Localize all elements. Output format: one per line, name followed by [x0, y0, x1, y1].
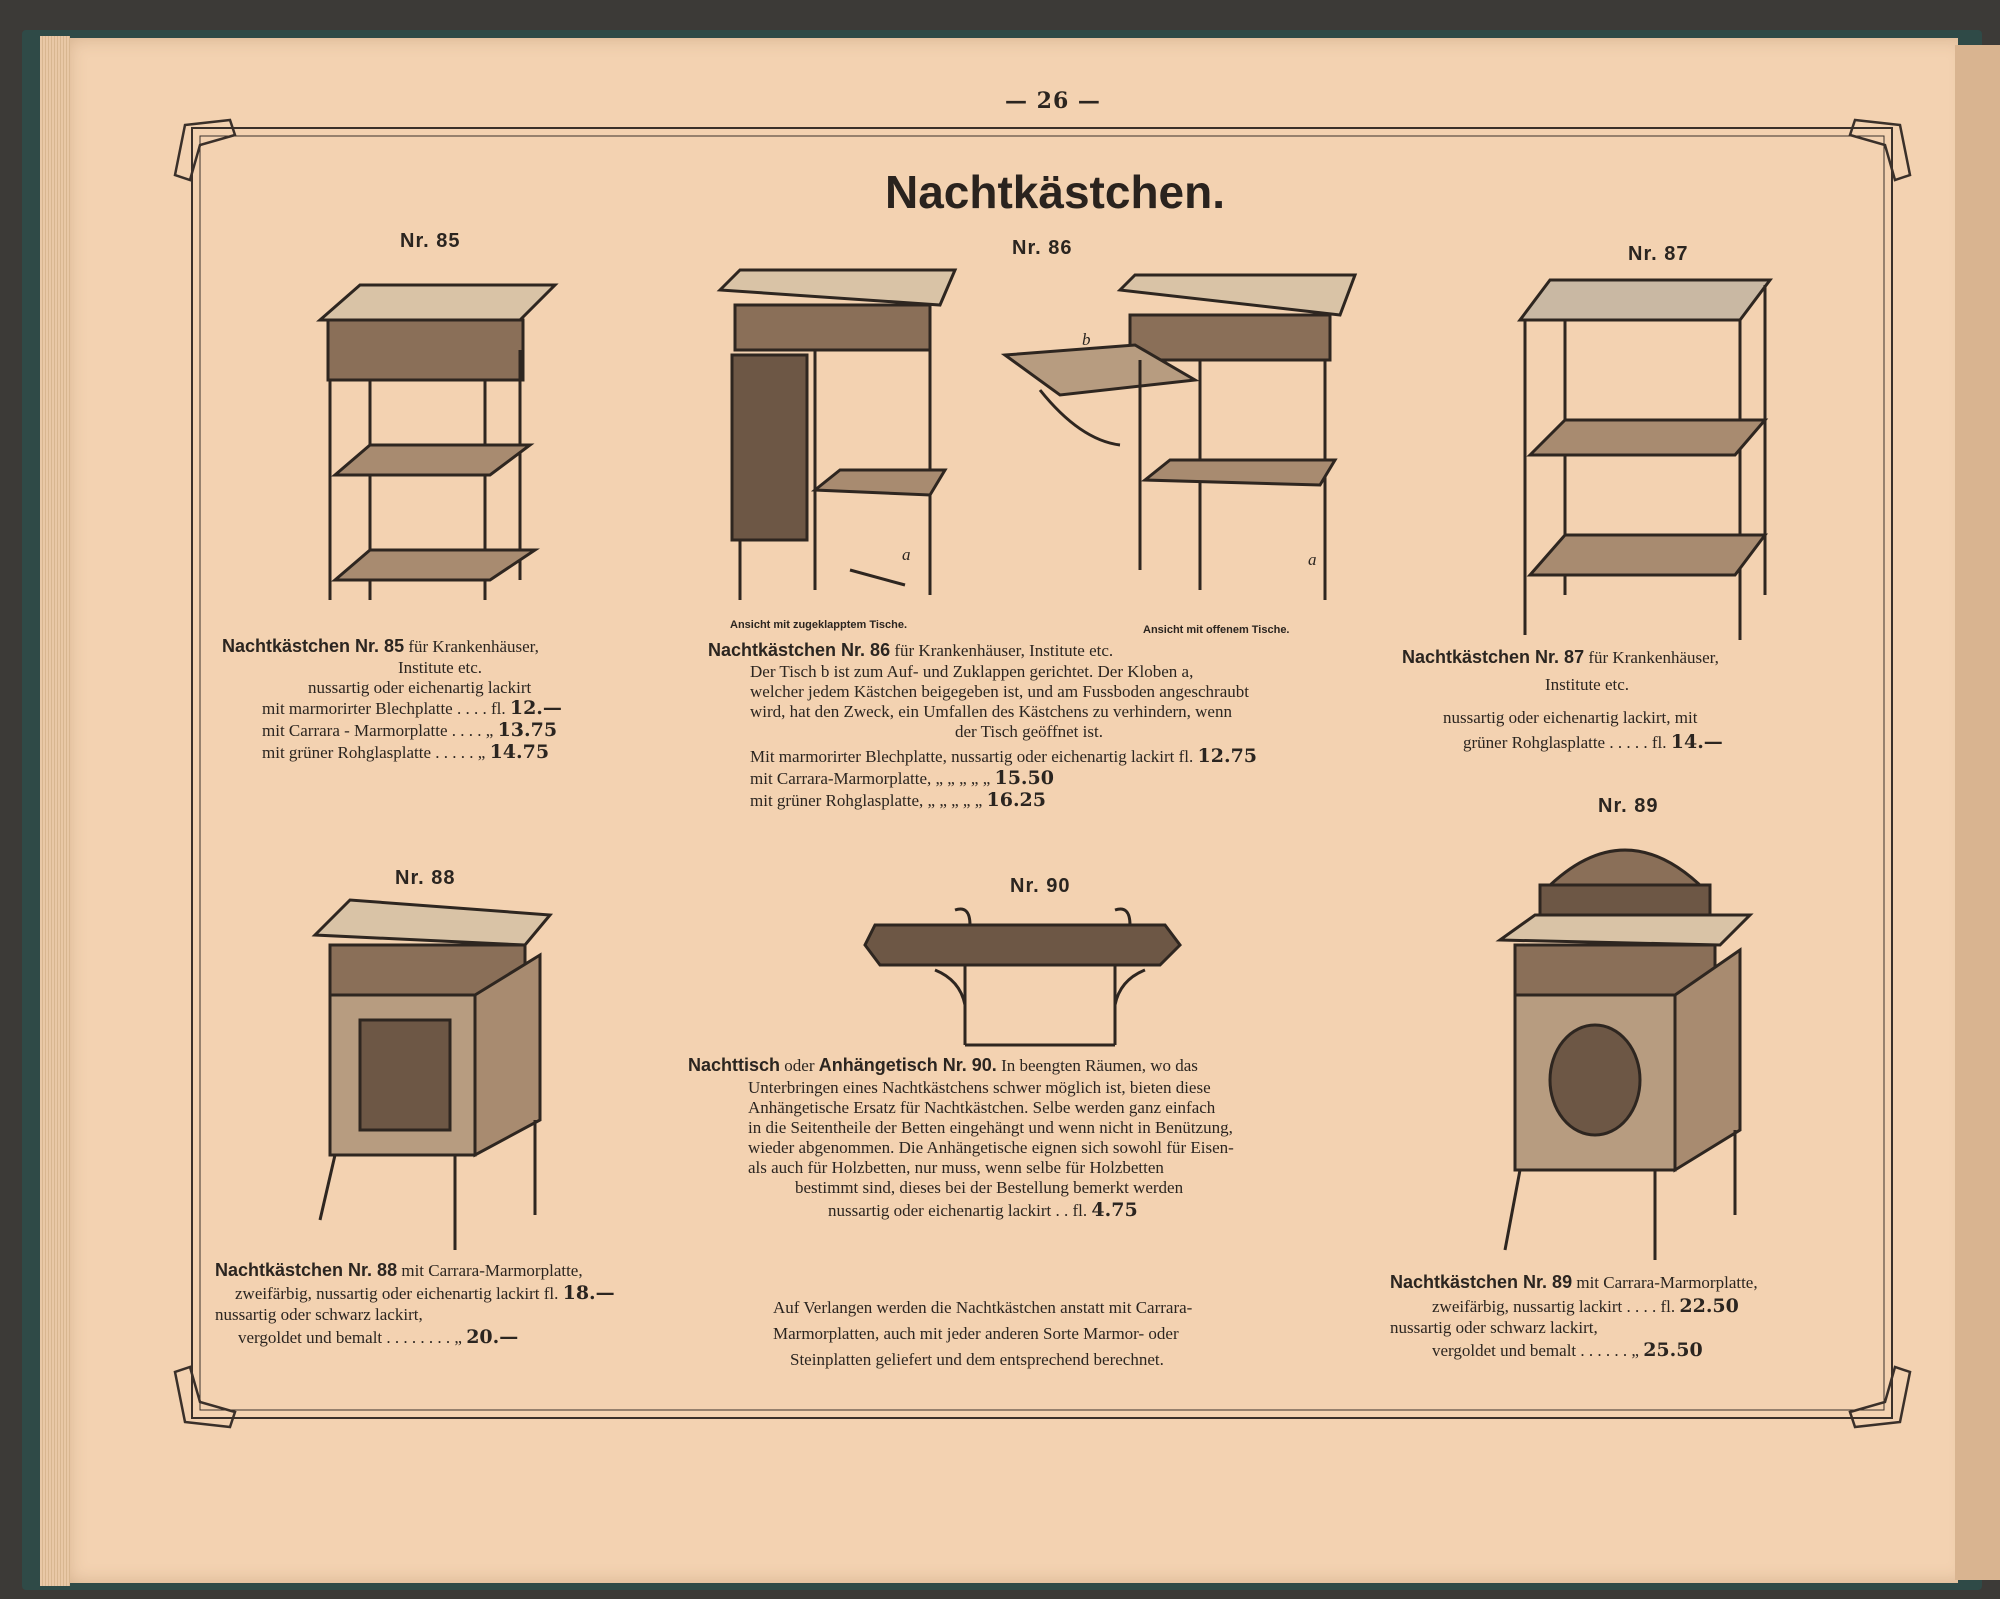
nightstand-86-open-illustration [1000, 270, 1390, 610]
page-number: — 26 — [1005, 88, 1101, 114]
item-label-nr88: Nr. 88 [395, 867, 456, 889]
price-value: 4.75 [1091, 1199, 1138, 1221]
price-value: 22.50 [1679, 1295, 1739, 1317]
price-value: 14.— [1670, 731, 1723, 753]
price-row-nr86: Mit marmorirter Blechplatte, nussartig oder eichenartig lackirt fl. 12.75 [750, 745, 1258, 767]
desc-tail-nr90: In beengten Räumen, wo das [1001, 1056, 1198, 1075]
price-row-nr90: nussartig oder eichenartig lackirt . . fl. 4.75 [828, 1199, 1138, 1221]
desc-tail-nr88: mit Carrara-Marmorplatte, [401, 1261, 583, 1280]
desc-tail-nr86: für Krankenhäuser, Institute etc. [894, 641, 1114, 660]
desc-line-nr90: bestimmt sind, dieses bei der Bestellung bemerkt werden [795, 1178, 1184, 1197]
desc-head-nr85: Nachtkästchen Nr. 85 [222, 636, 405, 656]
price-value: 18.— [562, 1282, 615, 1304]
desc-line-nr90: in die Seitentheile der Betten eingehängt und wenn nicht in Benützung, [748, 1118, 1233, 1137]
desc-tail-nr85: für Krankenhäuser, [408, 637, 539, 656]
desc-line-nr90: wieder abgenommen. Die Anhängetische eignen sich sowohl für Eisen- [748, 1138, 1234, 1157]
desc-line-nr90: Unterbringen eines Nachtkästchens schwer möglich ist, bieten diese [748, 1078, 1211, 1097]
caption-closed: Ansicht mit zugeklapptem Tische. [730, 619, 908, 631]
footer-note-line: Auf Verlangen werden die Nachtkästchen anstatt mit Carrara- [773, 1298, 1193, 1317]
price-row-nr85: mit grüner Rohglasplatte . . . . . „ 14.75 [262, 741, 550, 763]
nightstand-89-illustration [1495, 830, 1760, 1270]
price-row-nr86: mit Carrara-Marmorplatte, „ „ „ „ „ 15.50 [750, 767, 1054, 789]
price-row-nr88: nussartig oder schwarz lackirt, [215, 1305, 423, 1324]
nightstand-86-closed-illustration [710, 260, 960, 610]
letter-a-label: a [1308, 550, 1317, 569]
desc-line-nr86: der Tisch geöffnet ist. [955, 722, 1103, 741]
price-value: 16.25 [986, 789, 1046, 811]
desc-tail-nr89: mit Carrara-Marmorplatte, [1576, 1273, 1758, 1292]
price-value: 13.75 [497, 719, 558, 741]
desc-line2-nr87: Institute etc. [1545, 675, 1630, 694]
desc-line-nr86: Der Tisch b ist zum Auf- und Zuklappen gerichtet. Der Kloben a, [750, 662, 1194, 681]
price-row-nr89: nussartig oder schwarz lackirt, [1390, 1318, 1598, 1337]
hanging-table-90-illustration [860, 905, 1190, 1050]
price-value: 12.— [509, 697, 562, 719]
desc-line-nr86: wird, hat den Zweck, ein Umfallen des Kästchens zu verhindern, wenn [750, 702, 1232, 721]
desc-line2-nr85: Institute etc. [398, 658, 483, 677]
footer-note-line: Steinplatten geliefert und dem entsprechend berechnet. [790, 1350, 1164, 1369]
item-label-nr89: Nr. 89 [1598, 795, 1659, 817]
desc-line-nr86: welcher jedem Kästchen beigegeben ist, und am Fussboden angeschraubt [750, 682, 1249, 701]
price-value: 12.75 [1197, 745, 1258, 767]
desc-head-nr87: Nachtkästchen Nr. 87 [1402, 647, 1585, 667]
item-label-nr86: Nr. 86 [1012, 237, 1073, 259]
price-row-nr88: vergoldet und bemalt . . . . . . . . „ 20.— [238, 1326, 519, 1348]
price-row-nr89: zweifärbig, nussartig lackirt . . . . fl. 22.50 [1432, 1295, 1739, 1317]
nightstand-85-illustration [300, 280, 600, 615]
item-label-nr90: Nr. 90 [1010, 875, 1071, 897]
price-value: 25.50 [1643, 1339, 1703, 1361]
desc-line3-nr85: nussartig oder eichenartig lackirt [308, 678, 532, 697]
letter-b-label: b [1082, 330, 1091, 349]
desc-line-nr90: als auch für Holzbetten, nur muss, wenn selbe für Holzbetten [748, 1158, 1164, 1177]
item-label-nr87: Nr. 87 [1628, 243, 1689, 265]
price-row-nr86: mit grüner Rohglasplatte, „ „ „ „ „ 16.25 [750, 789, 1046, 811]
caption-open: Ansicht mit offenem Tische. [1143, 624, 1290, 636]
footer-note-line: Marmorplatten, auch mit jeder anderen Sorte Marmor- oder [773, 1324, 1179, 1343]
price-value: 14.75 [489, 741, 550, 763]
desc-line3-nr87: nussartig oder eichenartig lackirt, mit [1443, 708, 1698, 727]
nightstand-87-illustration [1505, 275, 1785, 645]
desc-head-nr89: Nachtkästchen Nr. 89 [1390, 1272, 1573, 1292]
price-row-nr89: vergoldet und bemalt . . . . . . „ 25.50 [1432, 1339, 1703, 1361]
price-row-nr85: mit Carrara - Marmorplatte . . . . „ 13.75 [262, 719, 558, 741]
price-row-nr87: grüner Rohglasplatte . . . . . fl. 14.— [1463, 731, 1723, 753]
desc-line-nr90: Anhängetische Ersatz für Nachtkästchen. Selbe werden ganz einfach [748, 1098, 1216, 1117]
desc-head2-nr90: Anhängetisch Nr. 90. [818, 1055, 997, 1075]
nightstand-88-illustration [305, 895, 555, 1255]
letter-a-label: a [902, 545, 911, 564]
page-title: Nachtkästchen. [885, 166, 1226, 218]
price-value: 20.— [466, 1326, 519, 1348]
item-label-nr85: Nr. 85 [400, 230, 461, 252]
price-value: 15.50 [994, 767, 1054, 789]
price-row-nr85: mit marmorirter Blechplatte . . . . fl. 12.— [262, 697, 562, 719]
desc-mid-nr90: oder [784, 1056, 815, 1075]
desc-head1-nr90: Nachttisch [688, 1055, 781, 1075]
desc-head-nr88: Nachtkästchen Nr. 88 [215, 1260, 398, 1280]
desc-tail-nr87: für Krankenhäuser, [1588, 648, 1719, 667]
price-row-nr88: zweifärbig, nussartig oder eichenartig lackirt fl. 18.— [235, 1282, 615, 1304]
desc-head-nr86: Nachtkästchen Nr. 86 [708, 640, 891, 660]
